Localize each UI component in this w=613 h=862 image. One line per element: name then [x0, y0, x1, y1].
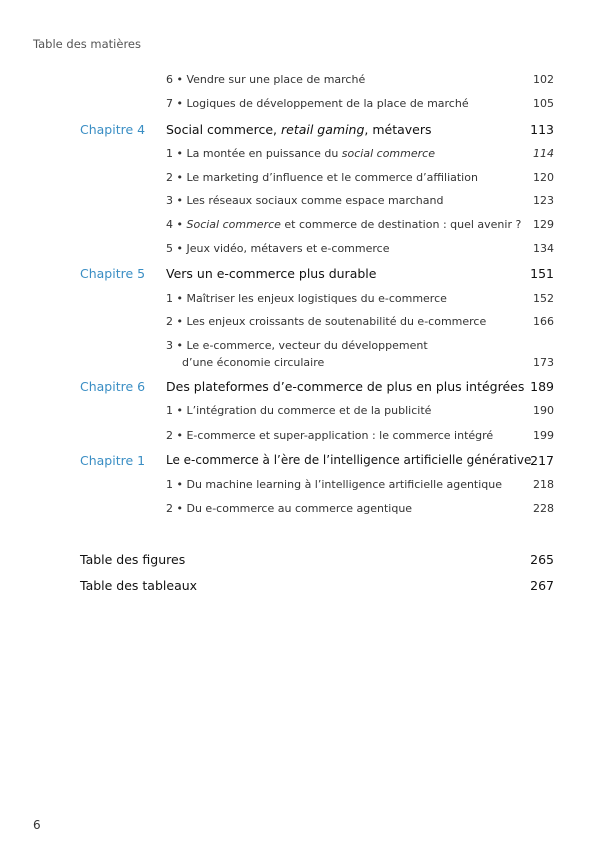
page-number: 123 — [533, 194, 554, 207]
section-title: 1 • Maîtriser les enjeux logistiques du e-commerce — [166, 292, 447, 305]
chapter-title: Des plateformes d’e-commerce de plus en plus intégrées — [166, 379, 525, 394]
page-number: 217 — [530, 453, 554, 468]
section-title: 1 • La montée en puissance du social commerce — [166, 147, 435, 160]
folio: 6 — [33, 818, 41, 832]
page-number: 166 — [533, 315, 554, 328]
page-number: 113 — [530, 122, 554, 137]
section-title: 4 • Social commerce et commerce de destination : quel avenir ? — [166, 218, 522, 231]
section-title: 1 • Du machine learning à l’intelligence artificielle agentique — [166, 478, 503, 491]
page-number: 129 — [533, 218, 554, 231]
page-number: 228 — [533, 502, 554, 515]
running-head: Table des matières — [33, 37, 141, 51]
chapter-label: Chapitre 4 — [80, 122, 146, 137]
section-title: 2 • Le marketing d’influence et le commerce d’affiliation — [166, 171, 478, 184]
section-title: 2 • Les enjeux croissants de soutenabilité du e-commerce — [166, 315, 487, 328]
section-title: 7 • Logiques de développement de la place de marché — [166, 97, 469, 110]
page-number: 265 — [530, 552, 554, 567]
page-number: 102 — [533, 73, 554, 86]
chapter-label: Chapitre 1 — [80, 453, 146, 468]
page-number: 105 — [533, 97, 554, 110]
section-title: 2 • E-commerce et super-application : le commerce intégré — [166, 429, 494, 442]
chapter-label: Chapitre 6 — [80, 379, 146, 394]
section-title-line2: d’une économie circulaire — [182, 356, 325, 369]
page-number: 134 — [533, 242, 554, 255]
chapter-label: Chapitre 5 — [80, 266, 146, 281]
back-matter-title: Table des tableaux — [80, 578, 198, 593]
page-number: 189 — [530, 379, 554, 394]
page-number: 114 — [533, 147, 554, 160]
page-number: 120 — [533, 171, 554, 184]
section-title: 5 • Jeux vidéo, métavers et e-commerce — [166, 242, 390, 255]
page-number: 199 — [533, 429, 554, 442]
page-number: 218 — [533, 478, 554, 491]
back-matter-title: Table des figures — [80, 552, 186, 567]
page-number: 152 — [533, 292, 554, 305]
section-title: 1 • L’intégration du commerce et de la publicité — [166, 404, 432, 417]
page-number: 190 — [533, 404, 554, 417]
section-title: 3 • Les réseaux sociaux comme espace marchand — [166, 194, 444, 207]
section-title: 6 • Vendre sur une place de marché — [166, 73, 366, 86]
chapter-title: Le e-commerce à l’ère de l’intelligence artificielle générative — [166, 453, 532, 467]
page-number: 173 — [533, 356, 554, 369]
section-title: 3 • Le e-commerce, vecteur du développement — [166, 339, 428, 352]
section-title: 2 • Du e-commerce au commerce agentique — [166, 502, 413, 515]
page-number: 267 — [530, 578, 554, 593]
chapter-title: Social commerce, retail gaming, métavers — [166, 122, 432, 137]
chapter-title: Vers un e-commerce plus durable — [166, 266, 377, 281]
page-number: 151 — [530, 266, 554, 281]
